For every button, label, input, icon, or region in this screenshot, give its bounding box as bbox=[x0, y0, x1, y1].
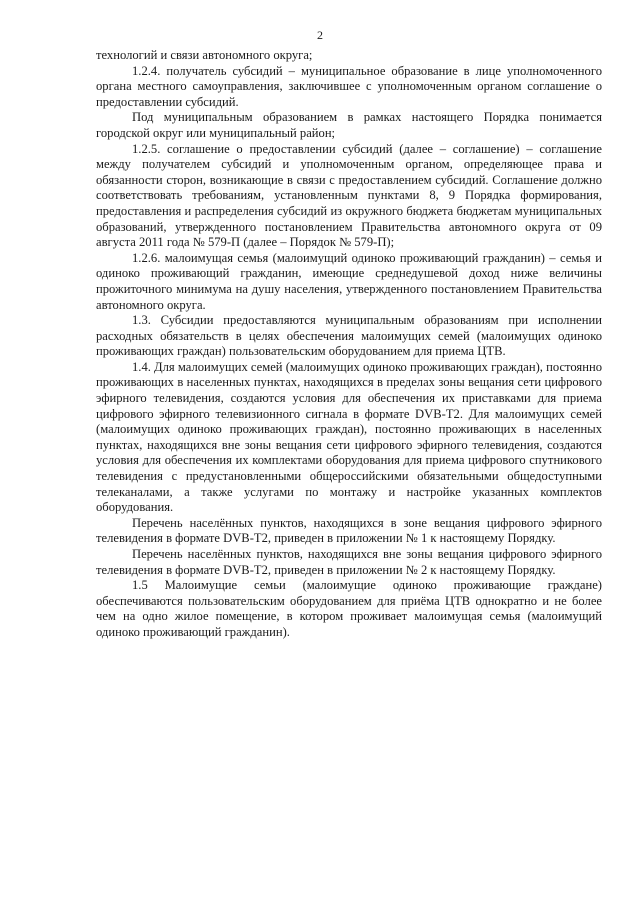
paragraph: 1.2.5. соглашение о предоставлении субсидий (далее – соглашение) – соглашение между получателем субсидий и уполномоченным органом, определяющее права и обязанности сторон, возникающие в связи с предоставлением субсидий. Соглашение должно соответствовать требованиям, установленным пунктами 8, 9 Порядка формирования, предоставления и распределения субсидий из окружного бюджета бюджетам муниципальных образований, утвержденного постановлением Правительства автономного округа от 09 августа 2011 года № 579-П (далее – Порядок № 579-П); bbox=[96, 141, 602, 250]
paragraph: 1.5 Малоимущие семьи (малоимущие одиноко проживающие граждане) обеспечиваются пользовательским оборудованием для приёма ЦТВ однократно и не более чем на одно жилое помещение, в котором проживает малоимущая семья (малоимущий одиноко проживающий гражданин). bbox=[96, 578, 602, 639]
page-number: 2 bbox=[317, 28, 323, 42]
paragraph: технологий и связи автономного округа; bbox=[96, 48, 313, 62]
paragraph: Под муниципальным образованием в рамках настоящего Порядка понимается городской округ или муниципальный район; bbox=[96, 110, 602, 140]
paragraph: 1.3. Субсидии предоставляются муниципальным образованиям при исполнении расходных обязательств в целях обеспечения малоимущих семей (малоимущих одиноко проживающих граждан) пользовательским оборудованием для приема ЦТВ. bbox=[96, 313, 602, 359]
document-body bbox=[96, 48, 602, 641]
paragraph: 1.2.4. получатель субсидий – муниципальное образование в лице уполномоченного органа местного самоуправления, заключившее с уполномоченным органом соглашение о предоставлении субсидий. bbox=[96, 63, 602, 109]
paragraph: Перечень населённых пунктов, находящихся в зоне вещания цифрового эфирного телевидения в формате DVB-T2, приведен в приложении № 1 к настоящему Порядку. bbox=[96, 515, 602, 546]
paragraph: Перечень населённых пунктов, находящихся вне зоны вещания цифрового эфирного телевидения в формате DVB-T2, приведен в приложении № 2 к настоящему Порядку. bbox=[96, 547, 602, 577]
paragraph: 1.4. Для малоимущих семей (малоимущих одиноко проживающих граждан), постоянно проживающих в населенных пунктах, находящихся в пределах зоны вещания сети цифрового эфирного телевидения, создаются условия для обеспечения их приставками для приема цифрового эфирного телевизионного сигнала в формате DVB-T2. Для малоимущих семей (малоимущих одиноко проживающих граждан), постоянно проживающих в населенных пунктах, находящихся вне зоны вещания сети цифрового эфирного телевидения, создаются условия для обеспечения их комплектами оборудования для приема цифрового спутникового телевидения с предустановленными общероссийскими обязательными общедоступными телеканалами, а также услугами по монтажу и настройке указанных комплектов оборудования. bbox=[96, 359, 602, 515]
paragraph: 1.2.6. малоимущая семья (малоимущий одиноко проживающий гражданин) – семья и одиноко проживающий гражданин, имеющие среднедушевой доход ниже величины прожиточного минимума на душу населения, утвержденного постановлением Правительства автономного округа. bbox=[96, 250, 602, 312]
